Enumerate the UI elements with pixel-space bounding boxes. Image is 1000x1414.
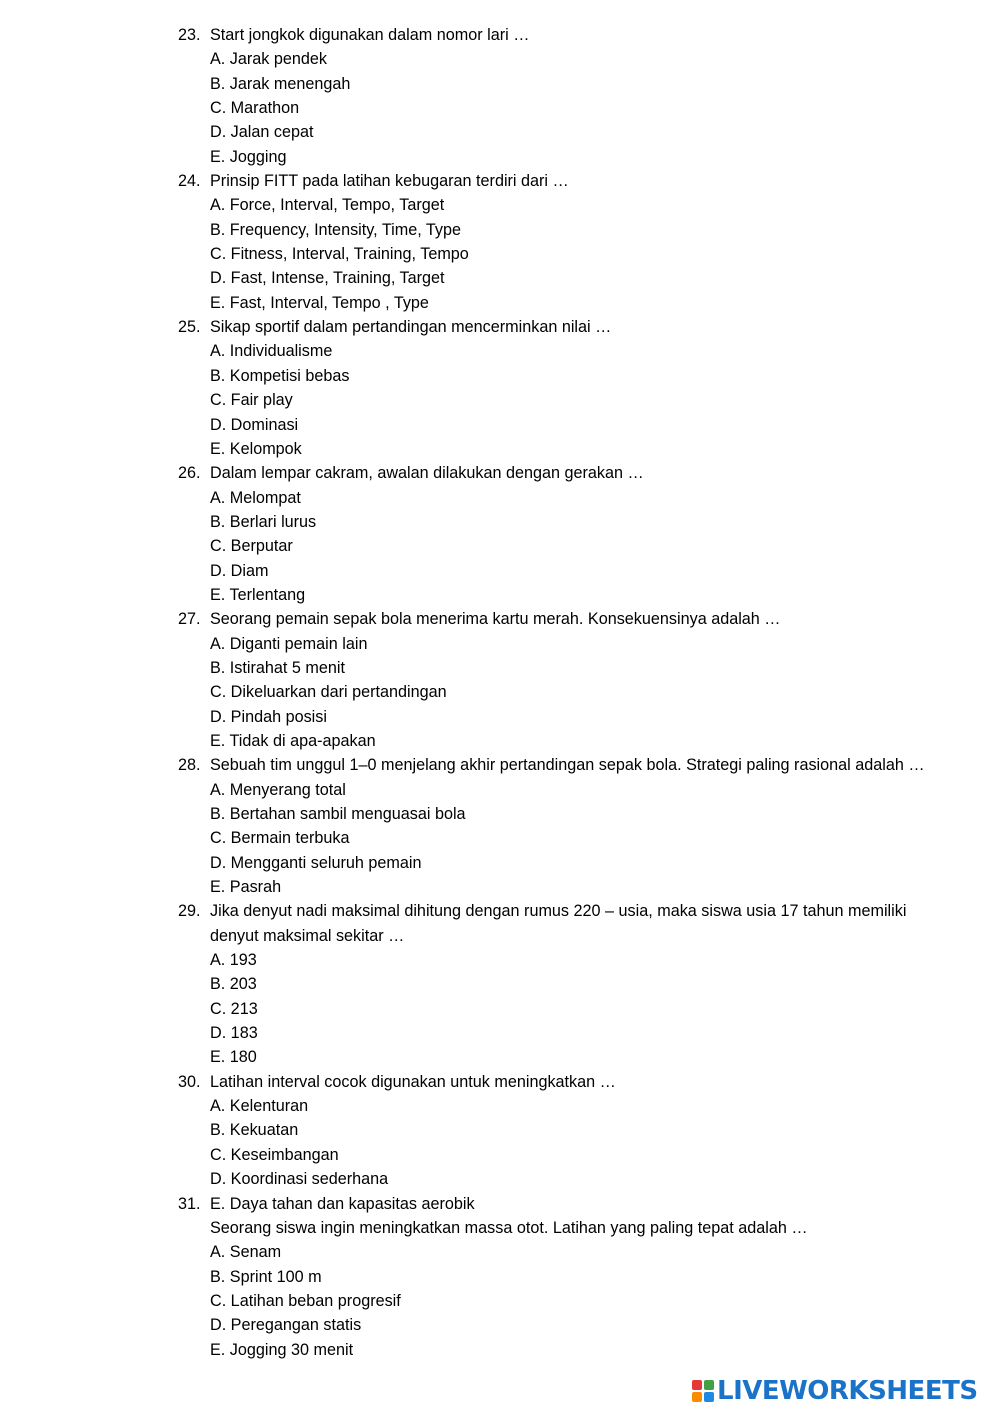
answer-option: E. Jogging 30 menit [210,1340,354,1359]
answer-option: D. 183 [210,1024,258,1043]
question-23 [178,23,978,169]
answer-option: D. Diam [210,561,269,580]
question-text: Seorang pemain sepak bola menerima kartu merah. Konsekuensinya adalah … [210,610,781,629]
logo-text: LIVEWORKSHEETS [717,1376,978,1406]
answer-option: C. Keseimbangan [210,1145,339,1164]
question-text: Dalam lempar cakram, awalan dilakukan dengan gerakan … [210,464,644,483]
question-31 [178,1192,978,1362]
question-line [178,1070,978,1094]
answer-option: C. Fitness, Interval, Training, Tempo [210,245,469,264]
question-number: 27. [178,610,201,629]
answer-option: D. Fast, Intense, Training, Target [210,269,445,288]
answer-option: C. Marathon [210,99,300,118]
question-line [178,899,978,923]
question-text-continued: denyut maksimal sekitar … [210,926,405,945]
answer-option: A. 193 [210,951,257,970]
answer-option: D. Jalan cepat [210,123,314,142]
question-text: Sikap sportif dalam pertandingan mencerminkan nilai … [210,318,612,337]
question-number: 31. [178,1194,201,1213]
question-text: Jika denyut nadi maksimal dihitung dengan rumus 220 – usia, maka siswa usia 17 tahun memiliki [210,902,907,921]
answer-option: C. 213 [210,999,258,1018]
answer-option: B. Frequency, Intensity, Time, Type [210,220,462,239]
question-line [178,607,978,631]
question-text: Sebuah tim unggul 1–0 menjelang akhir pertandingan sepak bola. Strategi paling rasional adalah … [210,756,925,775]
question-line [178,461,978,485]
question-number: 28. [178,756,201,775]
answer-option: B. Berlari lurus [210,512,317,531]
answer-option: E. Terlentang [210,585,306,604]
answer-option: B. Bertahan sambil menguasai bola [210,805,466,823]
answer-option: E. Tidak di apa-apakan [210,731,376,750]
question-line [178,23,978,47]
question-number: 25. [178,318,201,337]
answer-option: E. Fast, Interval, Tempo , Type [210,293,429,312]
answer-option: D. Mengganti seluruh pemain [210,853,422,872]
answer-option: A. Kelenturan [210,1097,309,1116]
answer-option: A. Jarak pendek [210,50,327,69]
answer-option: B. Istirahat 5 menit [210,658,345,677]
question-30 [178,1070,978,1192]
answer-option: E. Kelompok [210,439,302,458]
question-line [178,1192,978,1216]
answer-option: D. Koordinasi sederhana [210,1170,389,1189]
question-line [178,169,978,193]
answer-option: A. Individualisme [210,342,333,361]
answer-option: C. Latihan beban progresif [210,1291,401,1310]
answer-option: C. Bermain terbuka [210,829,350,848]
question-text: Start jongkok digunakan dalam nomor lari … [210,26,530,44]
answer-option: A. Melompat [210,488,301,507]
answer-option: A. Diganti pemain lain [210,634,368,653]
answer-option: D. Pindah posisi [210,707,327,726]
question-text: Latihan interval cocok digunakan untuk meningkatkan … [210,1072,616,1091]
question-29 [178,899,978,1069]
question-28 [178,753,978,899]
answer-option: D. Peregangan statis [210,1316,362,1335]
question-number: 24. [178,172,201,191]
liveworksheets-logo [692,1376,978,1406]
question-list [178,23,978,1362]
question-24 [178,169,978,315]
answer-option: C. Berputar [210,537,293,556]
answer-option: E. Pasrah [210,878,282,897]
question-25 [178,315,978,461]
question-text: Prinsip FITT pada latihan kebugaran terdiri dari … [210,172,569,191]
answer-option: B. Sprint 100 m [210,1267,322,1286]
answer-option: A. Menyerang total [210,780,346,799]
answer-option: B. Kekuatan [210,1121,299,1140]
question-26 [178,461,978,607]
answer-option: A. Force, Interval, Tempo, Target [210,196,445,215]
question-text-continued: Seorang siswa ingin meningkatkan massa otot. Latihan yang paling tepat adalah … [210,1218,808,1237]
answer-option: E. Jogging [210,147,287,166]
question-text: E. Daya tahan dan kapasitas aerobik [210,1194,475,1213]
answer-option: B. 203 [210,975,257,994]
liveworksheets-logo-mark-icon [692,1380,714,1402]
question-line [178,753,978,777]
question-line [178,315,978,339]
answer-option: D. Dominasi [210,415,299,434]
answer-option: B. Jarak menengah [210,74,351,93]
question-number: 23. [178,26,201,44]
answer-option: C. Dikeluarkan dari pertandingan [210,683,447,702]
question-number: 29. [178,902,201,921]
question-number: 30. [178,1072,201,1091]
answer-option: A. Senam [210,1243,282,1262]
question-27 [178,607,978,753]
answer-option: E. 180 [210,1048,257,1067]
answer-option: C. Fair play [210,391,293,410]
answer-option: B. Kompetisi bebas [210,366,350,385]
question-number: 26. [178,464,201,483]
